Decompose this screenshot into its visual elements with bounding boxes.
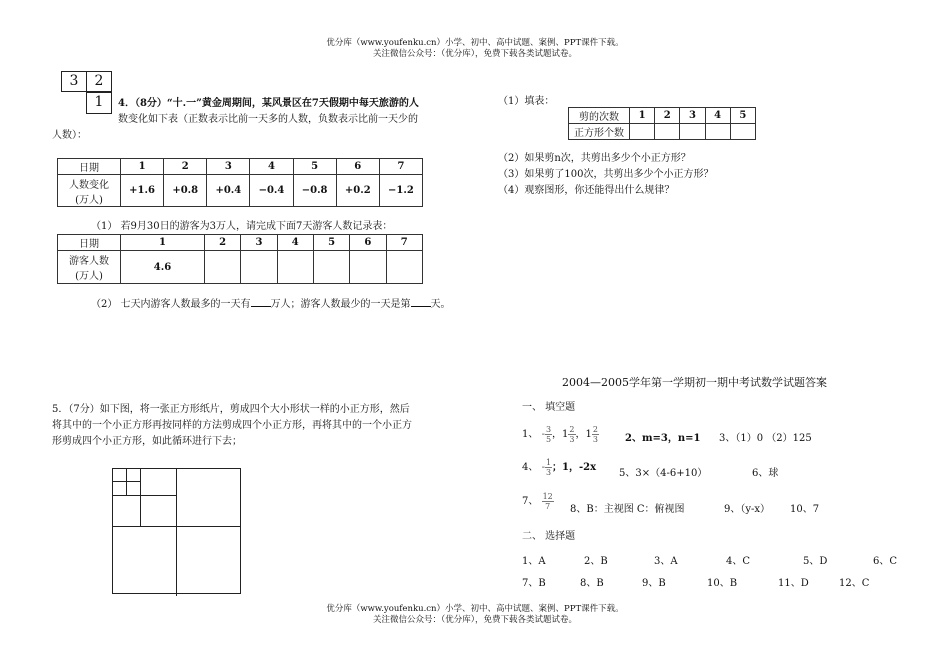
- blank-min-day[interactable]: [411, 295, 431, 307]
- square-cut-figure: [112, 468, 241, 594]
- answer-3: 3、（1）0 （2）125: [719, 433, 812, 444]
- choice-answer: 2、B: [584, 556, 608, 567]
- visitor-cell: [313, 251, 349, 284]
- page-header: [0, 38, 950, 60]
- cut-col: 5: [730, 108, 755, 124]
- right-q3: （3）如果剪了100次，共剪出多少个小正方形？: [498, 169, 714, 180]
- square-count-cell[interactable]: [630, 124, 655, 140]
- answer-10: 10、7: [790, 504, 820, 515]
- blank-max[interactable]: [251, 295, 271, 307]
- visitor-cell: [350, 251, 386, 284]
- choice-answer: 6、C: [873, 556, 898, 567]
- visitor-cell: 4.6: [121, 251, 205, 284]
- day-cell: 1: [121, 235, 205, 251]
- choice-answer: 12、C: [839, 578, 870, 589]
- choice-answer: 7、B: [522, 578, 546, 589]
- figure-tick: [176, 592, 177, 596]
- answer-8: 8、B：主视图 C：俯视图: [570, 504, 685, 515]
- q4-sub2: （2） 七天内游客人数最多的一天有 万人；游客人数最少的一天是第 天。: [91, 295, 451, 313]
- answer-5: 5、3×（4-6+10）: [619, 468, 708, 479]
- day-cell: 6: [336, 159, 379, 175]
- cut-row-label: 剪的次数: [569, 108, 630, 124]
- answer-9: 9、（y-x）: [724, 504, 771, 515]
- page-footer: [0, 604, 950, 626]
- cut-count-table: [568, 107, 756, 140]
- header-line-2: 关注微信公众号：（优分库），免费下载各类试题试卷。: [372, 49, 577, 59]
- change-cell: +1.6: [121, 175, 164, 207]
- q5-intro-line3: 形剪成四个小正方形，如此循环进行下去；: [52, 436, 242, 447]
- square-count-cell[interactable]: [680, 124, 705, 140]
- square-count-cell[interactable]: [655, 124, 680, 140]
- section-choice: 二、 选择题: [522, 531, 576, 542]
- choice-answer: 9、B: [642, 578, 666, 589]
- choice-answer: 4、C: [726, 556, 751, 567]
- answer-6: 6、球: [752, 468, 779, 479]
- choice-answer: 1、A: [522, 556, 546, 567]
- square-count-label: 正方形个数: [569, 124, 630, 140]
- answer-row-7: 7、 $\frac{12}{7}$: [522, 492, 553, 511]
- net-cell-2: 2: [86, 71, 112, 92]
- day-cell: 3: [207, 159, 250, 175]
- cut-col: 3: [680, 108, 705, 124]
- visitor-cell: [204, 251, 240, 284]
- answer-row-4: 4、 - $\frac{1}{3}$ ；1，-2x: [522, 458, 597, 477]
- day-cell: 7: [379, 159, 422, 175]
- change-cell: −1.2: [379, 175, 422, 207]
- change-table-head: 日期: [58, 159, 121, 175]
- answer-row-1: 1、 - $\frac{3}{5}$ ，1 $\frac{2}{3}$ ，1 $\frac{2}{3}$: [522, 425, 598, 444]
- choice-answer: 5、D: [803, 556, 828, 567]
- footer-line-1: 优分库（www.youfenku.cn）小学、初中、高中试题、案例、PPT课件下载。: [326, 604, 624, 614]
- day-cell: 7: [386, 235, 422, 251]
- fraction: $\frac{1}{3}$: [545, 458, 552, 477]
- visitor-row-label: 游客人数 (万人): [58, 251, 121, 284]
- footer-line-2: 关注微信公众号：（优分库），免费下载各类试题试卷。: [372, 615, 577, 625]
- fraction: $\frac{2}{3}$: [569, 425, 575, 444]
- q4-intro-line2: 数变化如下表（正数表示比前一天多的人数，负数表示比前一天少的: [118, 114, 418, 125]
- choice-answer: 8、B: [580, 578, 604, 589]
- fraction: $\frac{2}{3}$: [592, 425, 598, 444]
- day-cell: 5: [313, 235, 349, 251]
- quadrant-square: [112, 526, 177, 594]
- right-q2: （2）如果剪n次，共剪出多少个小正方形？: [498, 153, 691, 164]
- small-square: [140, 468, 177, 496]
- visitor-cell: [241, 251, 277, 284]
- q4-intro-line3: 人数）：: [52, 130, 87, 141]
- q5-intro-line2: 将其中的一个小正方形再按同样的方法剪成四个小正方形，再将其中的一个小正方: [52, 420, 412, 431]
- day-cell: 6: [350, 235, 386, 251]
- answers-title: 2004—2005学年第一学期初一期中考试数学试题答案: [562, 376, 827, 389]
- tiny-square: [126, 468, 141, 482]
- cut-col: 4: [705, 108, 730, 124]
- q4-sub1: （1） 若9月30日的游客为3万人，请完成下面7天游客人数记录表：: [91, 221, 393, 232]
- square-count-cell[interactable]: [705, 124, 730, 140]
- visitor-table: [57, 234, 423, 284]
- day-cell: 2: [204, 235, 240, 251]
- tiny-square: [112, 468, 127, 482]
- tiny-square: [112, 481, 127, 496]
- day-cell: 5: [293, 159, 336, 175]
- cut-col: 1: [630, 108, 655, 124]
- square-count-cell[interactable]: [730, 124, 755, 140]
- change-cell: −0.4: [250, 175, 293, 207]
- visitor-cell: [277, 251, 313, 284]
- change-cell: +0.2: [336, 175, 379, 207]
- change-cell: +0.4: [207, 175, 250, 207]
- header-line-1: 优分库（www.youfenku.cn）小学、初中、高中试题、案例、PPT课件下载。: [326, 38, 624, 48]
- change-cell: −0.8: [293, 175, 336, 207]
- net-cell-3: 3: [61, 71, 87, 92]
- quadrant-square: [176, 526, 241, 594]
- day-cell: 2: [164, 159, 207, 175]
- change-row-label: 人数变化 (万人): [58, 175, 121, 207]
- visitor-table-head: 日期: [58, 235, 121, 251]
- cut-col: 2: [655, 108, 680, 124]
- answer-2: 2、m=3，n=1: [625, 433, 701, 444]
- day-cell: 4: [277, 235, 313, 251]
- choice-answer: 3、A: [654, 556, 678, 567]
- net-cell-1: 1: [86, 92, 112, 114]
- small-square: [112, 495, 141, 527]
- change-table: [57, 158, 423, 207]
- day-cell: 4: [250, 159, 293, 175]
- change-cell: +0.8: [164, 175, 207, 207]
- visitor-cell: [386, 251, 422, 284]
- day-cell: 1: [121, 159, 164, 175]
- day-cell: 3: [241, 235, 277, 251]
- fill-table-label: （1）填表：: [498, 96, 555, 107]
- section-fill-blank: 一、 填空题: [522, 402, 576, 413]
- right-q4: （4）观察图形，你还能得出什么规律？: [498, 185, 675, 196]
- q4-intro-line1: 4．（8分）“十.一”黄金周期间，某风景区在7天假期中每天旅游的人: [118, 98, 419, 109]
- q5-intro-line1: 5．（7分）如下图，将一张正方形纸片，剪成四个大小形状一样的小正方形，然后: [52, 404, 410, 415]
- quadrant-square: [176, 468, 241, 527]
- choice-answer: 10、B: [707, 578, 738, 589]
- choice-answer: 11、D: [778, 578, 809, 589]
- fraction: $\frac{3}{5}$: [545, 425, 552, 444]
- fraction: $\frac{12}{7}$: [542, 492, 553, 511]
